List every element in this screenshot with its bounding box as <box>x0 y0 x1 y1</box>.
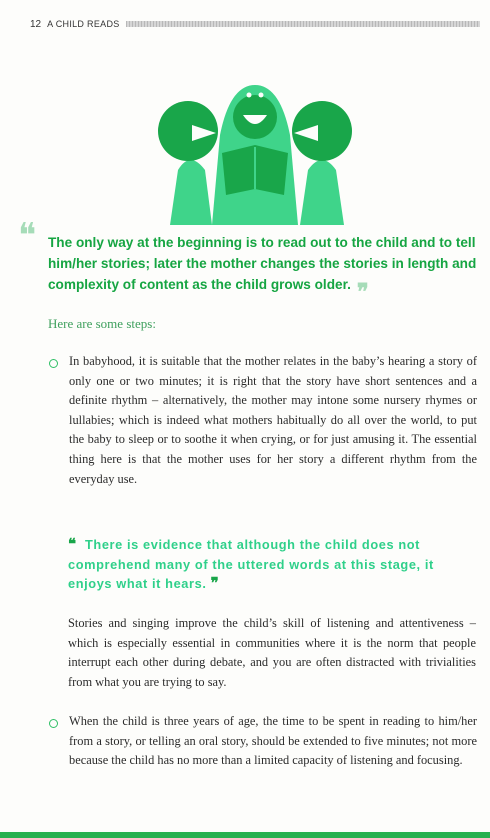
pull-quote-text: The only way at the beginning is to read out to the child and to tell him/her stories; later the mother changes the stories in length and complexity of content as the child grows older. <box>48 235 477 292</box>
bullet-paragraph-three-years: When the child is three years of age, the time to be spent in reading to him/her from a story, or telling an oral story, should be extended to five minutes; not more because the child has no more than a limited capacity of listening and focusing. <box>69 714 477 768</box>
paragraph-stories-singing: Stories and singing improve the child’s skill of listening and attentiveness – which is especially essential in communities where it is the norm that people interrupt each other during debate, and you are often distracted with trivialities from what you are trying to say. <box>68 616 476 689</box>
close-quote-icon: ❞ <box>356 279 369 304</box>
close-quote-icon: ❞ <box>210 576 220 592</box>
three-people-reading-icon <box>150 75 360 230</box>
inner-quote-text: There is evidence that although the child does not comprehend many of the uttered words at this stage, it enjoys what it hears. <box>68 537 434 591</box>
bullet-paragraph-babyhood: In babyhood, it is suitable that the mother relates in the baby’s hearing a story of only one or two minutes; it is right that the story have short sentences and a definite rhythm – alternatively, the mother may intone some nursery rhymes or lullabies; which is indeed what mothers habitually do all over the world, to put the baby to sleep or to soothe it when crying, or for just amusing it. The essential thing here is that the mother uses for her story a different rhythm from the everyday use. <box>69 354 477 486</box>
left-person-body <box>170 160 212 225</box>
running-title: A CHILD READS <box>47 19 120 29</box>
inner-quote <box>68 535 478 594</box>
open-quote-icon: ❝ <box>18 218 37 255</box>
bullet-icon <box>49 359 58 368</box>
bullet-icon <box>49 719 58 728</box>
pull-quote <box>48 232 480 302</box>
open-quote-icon: ❝ <box>68 537 77 553</box>
right-person-body <box>300 160 344 225</box>
footer-bar <box>0 832 490 838</box>
running-header <box>30 16 480 32</box>
steps-intro: Here are some steps: <box>48 316 156 331</box>
header-rule <box>126 21 480 27</box>
page-number: 12 <box>30 18 42 30</box>
